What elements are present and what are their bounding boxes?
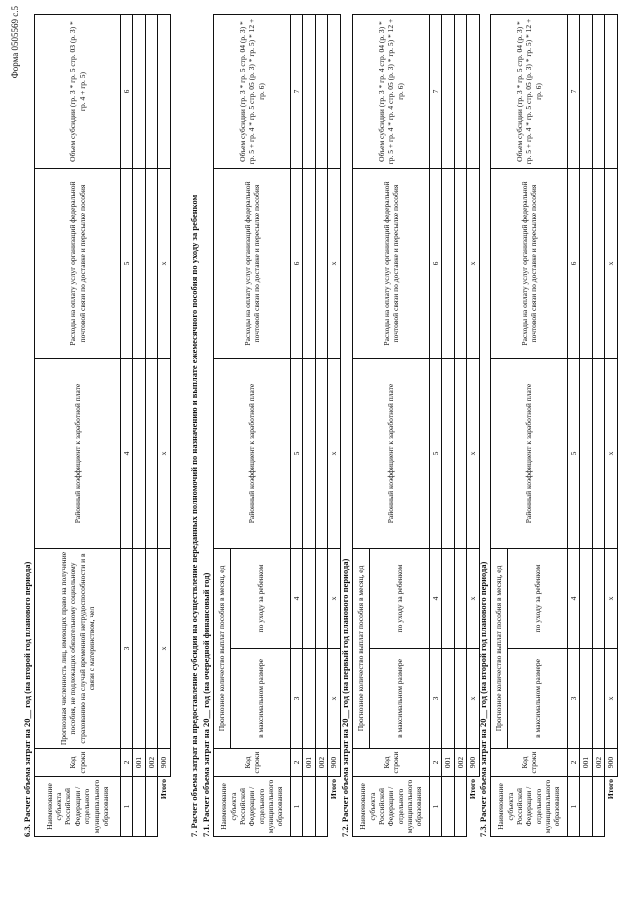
col-num: 2 [121,749,133,777]
row-code: 001 [580,749,592,777]
header-payments: Прогнозное количество выплат пособия в месяц, ед [353,549,370,749]
col-num: 4 [291,549,303,649]
header-subject: Наименование субъекта Российской Федерации / отдельного муниципального образования [353,777,430,837]
header-volume: Объем субсидии (гр. 3 * гр. 5 стр. 03 (р. 3) * гр. 4 + гр. 5) [35,15,121,169]
section-7-3-title: 7.3. Расчет объема затрат на 20__ год (на второй год планового периода) [478,561,488,837]
total-cell: x [467,359,479,549]
row-code: 002 [592,749,604,777]
col-num: 2 [568,749,580,777]
header-max-size: в максимальном размере [370,649,430,749]
col-num: 6 [121,15,133,169]
col-num: 3 [291,649,303,749]
total-cell: x [328,359,340,549]
header-subject: Наименование субъекта Российской Федерации / отдельного муниципального образования [491,777,568,837]
total-label: Итого [606,779,616,800]
header-subject: Наименование субъекта Российской Федерации / отдельного муниципального образования [214,777,291,837]
row-code: 002 [454,749,466,777]
table-row [145,15,157,837]
total-label: Итого [159,779,169,800]
header-code: Код строки [353,749,430,777]
table-row [133,15,145,837]
header-max-size: в максимальном размере [231,649,291,749]
header-coef: Районный коэффициент к заработной плате [35,359,121,549]
total-cell: x [158,359,170,549]
total-code: 900 [605,749,617,777]
table-row [442,15,454,837]
total-label: Итого [468,779,478,800]
total-cell: x [158,169,170,359]
table-row [303,15,315,837]
total-cell: x [328,649,340,749]
col-num: 1 [430,777,442,837]
table-row [605,15,617,837]
header-subject: Наименование субъекта Российской Федерации / отдельного муниципального образования [35,777,121,837]
table-row [328,15,340,837]
table-7-1 [213,14,341,837]
header-postal: Расходы на оплату услуг организаций федеральной почтовой связи по доставке и пересылке пособия [491,169,568,359]
col-num: 4 [568,549,580,649]
table-7-3 [490,14,618,837]
total-cell: x [467,169,479,359]
col-num: 5 [291,359,303,549]
col-num: 1 [121,777,133,837]
total-cell [605,15,617,169]
col-num: 6 [430,169,442,359]
header-payments: Прогнозное количество выплат пособия в месяц, ед [491,549,508,749]
table-row [592,15,604,837]
col-num: 7 [430,15,442,169]
table-row [454,15,466,837]
total-label: Итого [329,779,339,800]
col-num: 7 [291,15,303,169]
header-payments: Прогнозное количество выплат пособия в месяц, ед [214,549,231,749]
header-persons: Прогнозная численность лиц, имеющих право на получение пособия, не подлежащих обязательному социальному страхованию на случай временной нетрудоспособности и в связи с материнством, чел [35,549,121,749]
row-code: 001 [303,749,315,777]
row-code: 001 [133,749,145,777]
header-coef: Районный коэффициент к заработной плате [353,359,430,549]
section-6-3 [22,15,171,837]
total-cell: x [605,169,617,359]
col-num: 6 [291,169,303,359]
col-num: 6 [568,169,580,359]
col-num: 1 [568,777,580,837]
header-postal: Расходы на оплату услуг организаций федеральной почтовой связи по доставке и пересылке пособия [214,169,291,359]
row-code: 001 [442,749,454,777]
total-cell: x [605,549,617,649]
total-cell: x [605,649,617,749]
table-row [158,15,170,837]
total-code: 900 [467,749,479,777]
total-cell: x [467,549,479,649]
header-coef: Районный коэффициент к заработной плате [214,359,291,549]
header-volume: Объем субсидии (гр. 3 * гр. 5 стр. 04 (р. 3) * гр. 5 + гр. 4 * гр. 5 стр. 05 (р. 3) * гр. 5) * 12 + гр. 6) [491,15,568,169]
col-num: 1 [291,777,303,837]
row-code: 002 [145,749,157,777]
section-7-title: 7. Расчет объема затрат на предоставление субсидии на осуществление переданных полномочий по назначению и выплате ежемесячного пособия по уходу за ребенком [189,194,199,837]
col-num: 2 [291,749,303,777]
table-row [315,15,327,837]
col-num: 5 [568,359,580,549]
col-num: 3 [568,649,580,749]
table-row [580,15,592,837]
header-postal: Расходы на оплату услуг организаций федеральной почтовой связи по доставке и пересылке пособия [353,169,430,359]
section-6-3-title: 6.3. Расчет объема затрат на 20__ год (на второй год планового периода) [22,561,32,837]
header-volume: Объем субсидии (гр. 3 * гр. 4 стр. 04 (р. 3) * гр. 5 + гр. 4 * гр. 4 стр. 05 (р. 3) * гр. 5) * 12 + гр. 6) [353,15,430,169]
header-code: Код строки [35,749,121,777]
header-child-care: по уходу за ребенком [370,549,430,649]
header-volume: Объем субсидии (гр. 3 * гр. 5 стр. 04 (р. 3) * гр. 5 + гр. 4 * гр. 5 стр. 05 (р. 3) * гр. 5) * 12 + гр. 6) [214,15,291,169]
col-num: 3 [430,649,442,749]
total-code: 900 [328,749,340,777]
col-num: 5 [430,359,442,549]
header-code: Код строки [214,749,291,777]
col-num: 5 [121,169,133,359]
header-child-care: по уходу за ребенком [231,549,291,649]
table-7-2 [352,14,480,837]
header-code: Код строки [491,749,568,777]
total-code: 900 [158,749,170,777]
header-child-care: по уходу за ребенком [508,549,568,649]
form-number: Форма 0505569 с.5 [10,6,20,79]
section-7-2-title: 7.2. Расчет объема затрат на 20__ год (на первый год планового периода) [340,558,350,837]
header-coef: Районный коэффициент к заработной плате [491,359,568,549]
total-cell: x [605,359,617,549]
row-code: 002 [315,749,327,777]
total-cell [158,15,170,169]
col-num: 3 [121,549,133,749]
col-num: 4 [430,549,442,649]
section-7-3 [478,15,618,837]
header-max-size: в максимальном размере [508,649,568,749]
header-postal: Расходы на оплату услуг организаций федеральной почтовой связи по доставке и пересылке пособия [35,169,121,359]
col-num: 2 [430,749,442,777]
total-cell: x [328,169,340,359]
col-num: 4 [121,359,133,549]
total-cell [328,15,340,169]
table-6-3 [34,14,171,837]
section-7-1-title: 7.1. Расчет объема затрат на 20__ год (на очередной финансовый год) [201,572,211,837]
section-7-2 [340,15,480,837]
col-num: 7 [568,15,580,169]
total-cell: x [467,649,479,749]
section-7-1 [189,15,341,837]
total-cell: x [158,549,170,749]
total-cell: x [328,549,340,649]
